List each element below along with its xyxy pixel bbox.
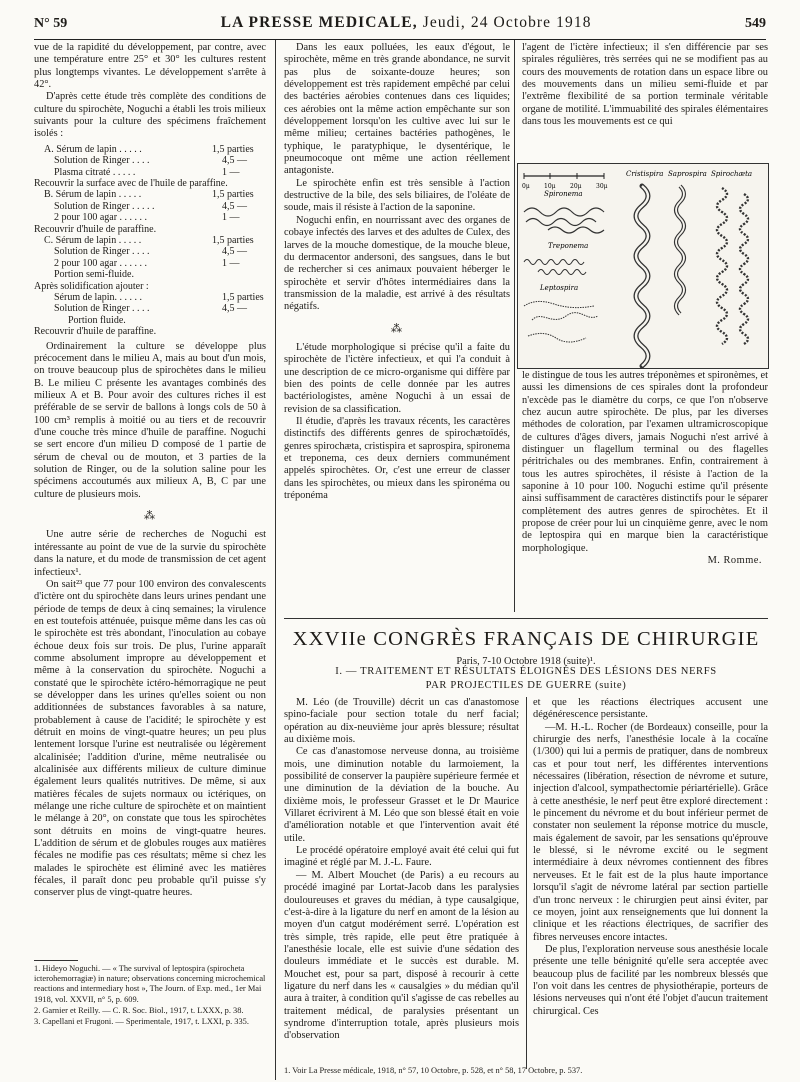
- recipe-line: [34, 144, 266, 155]
- recipe-quantity: 1,5 parties: [212, 235, 254, 246]
- recipe-line: [34, 155, 266, 166]
- section-separator: ⁂: [391, 322, 403, 335]
- col3-paragraph-2: le distingue de tous les autres tréponèmes et spironèmes, et aussi les dimensions de ces spirales dont la profondeur n'excède pas le diamètre du corps, ce que l'on n'observe chez aucun autre spirochète. De plus, par les diverses méthodes de coloration, par l'examen ultramicroscopique de cultures d'âges divers, jamais Noguchi n'est arrivé à distinguer un flagellum terminal ou des flagelles péritrichales ou des membranes. Enfin, contrairement à tous les autres spirochètes, il résiste à l'action de la saponine à 10 pour 100. Noguchi estime qu'il présente ainsi suffisamment de caractères distinctifs pour le séparer complètement des autres genres de spirochètes. Et il propose de créer pour lui un cinquième genre, avec le nom de leptospira qui en marque bien la caractéristique morphologique.: [522, 370, 768, 554]
- label-leptospira: Leptospira: [540, 284, 579, 292]
- recipe-ingredient: Portion semi-fluide.: [54, 269, 134, 281]
- anastomosis-results: Ce cas d'anastomose nerveuse donna, au troisième mois, une diminution notable du larmoiement, la possibilité de conserver la paupière supérieure fermée et une diminution de la déviation de la bouche. Au dixième mois, le professeur Grasset et le Dr Maurice Villaret écrivirent à M. Léo que son blessé était en voie d'amélioration notable et que l'intervention avait été utile.: [284, 746, 519, 844]
- section-rule: [284, 618, 768, 619]
- spirochaeta-organism: [740, 194, 748, 344]
- label-treponema: Treponema: [548, 242, 589, 250]
- section-separator: ⁂: [144, 510, 156, 523]
- recipe-line: [34, 281, 266, 292]
- congress-subtitle: Paris, 7-10 Octobre 1918 (suite)¹.: [456, 656, 596, 667]
- treponema-spiral: [538, 270, 586, 275]
- leptospira-spiral: [528, 333, 586, 342]
- recipe-ingredient: Solution de Ringer . . . .: [54, 303, 150, 315]
- col1-paragraph-4: Une autre série de recherches de Noguchi est intéressante au point de vue de la survie du spirochète dans la nature, et du mode de transmission de cet agent infectieux¹.: [34, 529, 266, 578]
- recipe-ingredient: Sérum de lapin. . . . . .: [54, 292, 143, 304]
- col2-paragraph-1: Dans les eaux polluées, les eaux d'égout, le spirochète, même en très grande abondance, ne survit pas plus de soixante-douze heures; son développement est très rapidement empêché par celui des bactéries aérobies contenues dans ces liquides; ces aérobies ont la même action empêchante sur son développement lorsqu'on les cultive avec lui sur le même milieu; certaines bactéries pathogènes, le typhique, le paratyphique, le dysentérique, le pneumocoque ont même une action réellement antagoniste.: [284, 42, 510, 177]
- column-divider-3: [526, 697, 527, 1069]
- column-1: [34, 42, 266, 902]
- column-3-top: [522, 42, 768, 162]
- recipe-line: [34, 303, 266, 314]
- recipe-quantity: 4,5 —: [222, 246, 247, 258]
- col1-paragraph-5: On sait²³ que 77 pour 100 environ des convalescents d'ictère ont du spirochète dans leurs urines pendant une période de temps de deux à cinq semaines; la virulence en est toutefois atténuée, puisque même dans les cas où le spirochète est très abondant, l'inoculation au cobaye échoue deux fois sur trois. De plus, l'urine apparaît comme absolument impropre au développement et même à la conservation du spirochète. Noguchi a constaté que le spirochète ictéro-hémorragique ne peut se développer dans les urines qu'elles soient ou non additionnées de substances favorables à sa nature, probablement à cause de l'acidité; le spirochète y est détruit en moins de vingt-quatre heures; un peu plus lentement lorsque l'urine est neutralisée ou légèrement alcalinisée; l'addition d'urine, même neutralisée ou alcalinisée aux différents milieux de culture diminue également leurs qualités nutritives. De même, si aux matières fécales de sujets normaux ou ictériques, on mélange une riche culture de spirochète et on maintient le mélange à 20°, on constate que tous les spirochètes sont détruits en moins de vingt-quatre heures. L'addition de sérum et de globules rouges aux matières fécales ne modifie pas ces résultats; même si chez les malades le spirochète est éliminé avec les matières fécales, il paraît donc peu probable qu'il puisse s'y conserver plus de vingt-quatre heures.: [34, 578, 266, 899]
- mouchet-report: — M. Albert Mouchet (de Paris) a eu recours au procédé imaginé par Lortat-Jacob dans les paralysies douloureuses et graves du médian, à type causalgique, c'est-à-dire à la ligature du nerf en amont de la lésion au moyen d'un catgut modérément serré. L'opération est très simple, très rapide, elle peut être pratiquée à l'anesthésie locale, elle est suivie d'une sédation des douleurs immédiate et le succès est durable. M. Mouchet est, pour sa part, disposé à recourir à cette ligature du nerf dans les « causalgies » du médian qu'il aura à traiter, à condition qu'il s'agisse de cas rebelles au traitement médical, de paralysies présentant un syndrome d'interruption totale, après plusieurs mois d'observation: [284, 869, 519, 1042]
- recipe-ingredient: Portion fluide.: [68, 314, 126, 326]
- rocher-report: —M. H.-L. Rocher (de Bordeaux) conseille, pour la chirurgie des nerfs, l'anesthésie locale à la cocaïne (1/300) qui lui a permis de pratiquer, dans de nombreux cas et pour tout nerf, les différentes interventions nécessaires (libération, résection de névrome et suture, injection d'alcool, sympathectomie périartérielle). Grâce à cette anesthésie, le nerf peut être exploré directement : le pincement du névrome et du bout inférieur permet de constater non seulement la réponse motrice du muscle, mais également de savoir, par les sensations qu'éprouve le blessé, si le névrome excité ou le segment intermédiaire à deux névromes contiennent des fibres nerveuses. Et le fait est de la plus haute importance lorsqu'il s'agit de névrome latéral par section partielle d'un tronc nerveux : le chirurgien peut ainsi éviter, par ce moyen, joint aux renseignements que lui donnent la clinique et les réactions électriques, de sacrifier des fibres nerveuses encore intactes.: [533, 721, 768, 943]
- footnotes: [34, 960, 266, 1028]
- bottom-right-column: [533, 697, 768, 1067]
- recipe-ingredient: Plasma citraté . . . . .: [54, 166, 136, 178]
- recipe-ingredient: Recouvrir d'huile de paraffine.: [34, 223, 157, 235]
- recipe-quantity: 1 —: [222, 257, 240, 269]
- recipe-quantity: 1,5 parties: [222, 292, 264, 304]
- label-spironema: Spironema: [544, 190, 583, 198]
- col1-paragraph-1: vue de la rapidité du développement, par contre, avec une température entre 25° et 30° les cultures restent plus longtemps vivantes. Le développement s'arrête à 42°.: [34, 42, 266, 91]
- recipe-quantity: 4,5 —: [222, 155, 247, 167]
- col2-paragraph-4: L'étude morphologique si précise qu'il a faite du spirochète de l'ictère infectieux, et qui l'a conduit à une description de ce micro-organisme qui diffère par bien des points de celle donnée par les autres bactériologistes, amène Noguchi à un essai de revision de sa classification.: [284, 341, 510, 415]
- label-cristispira: Cristispira: [626, 170, 664, 178]
- col2-paragraph-5: Il étudie, d'après les travaux récents, les caractères distinctifs des différents genres de spirochætoïdés, genres spirochæta, cristispira et saprospira, spironema et treponema, ces deux derniers communément appelés spirochètes. Or, c'est une erreur de classer dans les spirochètes, ou mieux dans les spironéma ou tréponéma: [284, 415, 510, 502]
- congress-footnote: 1. Voir La Presse médicale, 1918, n° 57, 10 Octobre, p. 528, et n° 58, 17 Octobre, p. 537.: [284, 1066, 583, 1075]
- recipe-ingredient: Recouvrir d'huile de paraffine.: [34, 326, 157, 338]
- recipe-ingredient: A. Sérum de lapin . . . . .: [44, 143, 142, 155]
- recipe-line: [34, 189, 266, 200]
- recipe-ingredient: C. Sérum de lapin . . . . .: [44, 235, 142, 246]
- footnote-1: 1. Hideyo Noguchi. — « The survival of leptospira (spirocheta icterohemorragiæ) in nature; observations concerning microchemical reactions and intermediary host », The Journ. of Exp. med., 1er Mai 1918, vol. XXVII, n° 5, p. 609.: [34, 964, 266, 1004]
- recipe-ingredient: Solution de Ringer . . . . .: [54, 200, 155, 212]
- continuation-text: et que les réactions électriques accusent une dégénérescence persistante.: [533, 697, 768, 721]
- label-saprospira: Saprospira: [668, 170, 707, 178]
- author-signature: M. Romme.: [707, 555, 762, 567]
- recipe-line: [34, 315, 266, 326]
- spironema-spiral: [524, 208, 604, 216]
- recipe-ingredient: Après solidification ajouter :: [34, 280, 149, 292]
- recipe-ingredient: 2 pour 100 agar . . . . . .: [54, 212, 148, 224]
- recipe-ingredient: B. Sérum de lapin . . . . .: [44, 189, 142, 201]
- section-heading: [284, 665, 768, 692]
- recipe-quantity: 1,5 parties: [212, 189, 254, 201]
- recipe-quantity: 1 —: [222, 212, 240, 224]
- congress-heading: [284, 628, 768, 667]
- recipe-line: [34, 201, 266, 212]
- recipe-line: [34, 326, 266, 337]
- exploration-paragraph: De plus, l'exploration nerveuse sous anesthésie locale présente une telle bénignité qu'elle sera acceptée avec beaucoup plus de facilité par les nombreux blessés que l'on voit dans les centres de physiothérapie, porteurs de lésions nerveuses qui n'ont été l'objet d'aucun traitement chirurgical. Ces: [533, 943, 768, 1017]
- section-title-line-1: I. — TRAITEMENT ET RÉSULTATS ÉLOIGNÉS DES LÉSIONS DES NERFS: [335, 666, 717, 677]
- running-header: [34, 14, 766, 40]
- column-divider-2: [514, 40, 515, 612]
- recipe-line: [34, 178, 266, 189]
- recipe-line: [34, 235, 266, 246]
- recipe-line: [34, 258, 266, 269]
- column-divider-1: [275, 40, 276, 1080]
- column-2: [284, 42, 510, 612]
- recipe-line: [34, 212, 266, 223]
- recipe-line: [34, 224, 266, 235]
- recipe-quantity: 4,5 —: [222, 303, 247, 315]
- recipe-ingredient: Solution de Ringer . . . .: [54, 155, 150, 167]
- spironema-spiral: [526, 219, 596, 226]
- spirochaeta-organism: [717, 188, 727, 344]
- recipe-ingredient: 2 pour 100 agar . . . . . .: [54, 257, 148, 269]
- page-number: 549: [745, 16, 766, 31]
- scale-label: 20μ: [570, 183, 582, 190]
- leptospira-spiral: [524, 301, 594, 307]
- recipe-quantity: 1 —: [222, 166, 240, 178]
- footnote-2: 2. Garnier et Reilly. — C. R. Soc. Biol., 1917, t. LXXX, p. 38.: [34, 1005, 244, 1015]
- spironema-spiral: [548, 227, 604, 233]
- journal-name: LA PRESSE MEDICALE,: [220, 14, 418, 31]
- recipe-ingredient: Solution de Ringer . . . .: [54, 246, 150, 258]
- procedure-note: Le procédé opératoire employé avait été celui qui fut imaginé et réglé par M. J.-L. Faure.: [284, 845, 519, 869]
- culture-media-recipes: [34, 144, 266, 338]
- recipe-quantity: 4,5 —: [222, 200, 247, 212]
- scale-label: 30μ: [596, 183, 608, 190]
- recipe-line: [34, 246, 266, 257]
- section-title-line-2: PAR PROJECTILES DE GUERRE (suite): [425, 679, 627, 691]
- col2-paragraph-2: Le spirochète enfin est très sensible à l'action destructive de la bile, des sels biliaires, de l'oléate de soude, mais il résiste à l'action de la saponine.: [284, 177, 510, 214]
- footnote-rule: [34, 960, 78, 961]
- spirochete-illustration: [518, 164, 768, 368]
- col1-paragraph-3: Ordinairement la culture se développe plus précocement dans le milieu A, mais au bout d'un mois, on trouve beaucoup plus de spirochètes dans le milieu B. Le milieu C présente les avantages combinés des milieux A et B. Pour avoir des cultures riches il est préférable de se servir de ballons à longs cols de 50 à 100 cm³ remplis à moitié ou au tiers et de recouvrir d'une couche très mince d'huile de paraffine. Noguchi se sert encore d'un milieu D composé de 1 partie de sérum de cheval ou de mouton, et 3 parties de la solution de Ringer, ou de la solution saline pour les spécimens accoutumés aux milieux A, B, C par une culture de plusieurs mois.: [34, 340, 266, 500]
- issue-date: Jeudi, 24 Octobre 1918: [422, 14, 592, 31]
- journal-title: [221, 14, 592, 32]
- column-3-bottom: [522, 370, 768, 615]
- label-spirochaeta: Spirochæta: [711, 170, 753, 178]
- saprospira-inner: [676, 186, 684, 314]
- scale-label: 0μ: [522, 183, 530, 190]
- spirochete-figure: [517, 163, 769, 369]
- col1-paragraph-2: D'après cette étude très complète des conditions de culture du spirochète, Noguchi a établi les trois milieux suivants pour la culture des spécimens fraîchement isolés :: [34, 91, 266, 140]
- col3-paragraph-1: l'agent de l'ictère infectieux; il s'en différencie par ses spirales régulières, très serrées qui ne se modifient pas au cours des mouvements de rotation dans un espace libre ou des mouvements dans un milieu semi-fluide et par l'extrême flexibilité de sa portion terminale véritable organe de motilité. L'immuabilité des spirales élémentaires dans tous les mouvements est ce qui: [522, 42, 768, 128]
- treponema-spiral: [524, 260, 584, 265]
- col2-paragraph-3: Noguchi enfin, en nourrissant avec des organes de cobaye infectés des larves et des adultes de Culex, des larves de la mouche domestique, de la mouche bleue, du dermacentor andersoni, des sangsues, dans le but de rechercher si ces animaux pouvaient héberger le spirochète et servir d'hôtes intermédiaires dans la transmission de la maladie, est arrivé à des résultats négatifs.: [284, 214, 510, 313]
- congress-title: XXVIIe CONGRÈS FRANÇAIS DE CHIRURGIE: [292, 628, 760, 650]
- leptospira-spiral: [532, 313, 598, 320]
- recipe-line: [34, 167, 266, 178]
- leo-report: M. Léo (de Trouville) décrit un cas d'anastomose spino-faciale pour section totale du nerf facial; opération au dix-neuvième jour après blessure; résultat au dixième mois.: [284, 697, 519, 746]
- issue-number: N° 59: [34, 16, 68, 31]
- recipe-ingredient: Recouvrir la surface avec de l'huile de paraffine.: [34, 177, 228, 189]
- scale-label: 10μ: [544, 183, 556, 190]
- recipe-quantity: 1,5 parties: [212, 143, 254, 155]
- footnote-3: 3. Capellani et Frugoni. — Sperimentale, 1917, t. LXXI, p. 335.: [34, 1017, 249, 1027]
- recipe-line: [34, 269, 266, 280]
- recipe-line: [34, 292, 266, 303]
- bottom-left-column: [284, 697, 519, 1067]
